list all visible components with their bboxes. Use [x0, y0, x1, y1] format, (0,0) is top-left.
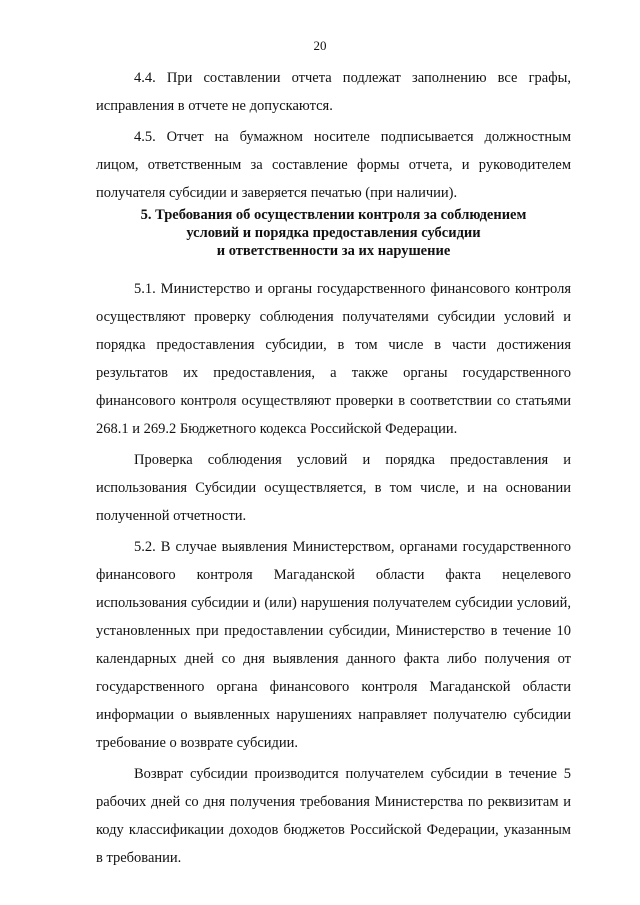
page-number: 20 [313, 38, 327, 53]
section-heading [96, 206, 571, 260]
section-5-heading [96, 206, 571, 260]
paragraph-4-5: 4.5. Отчет на бумажном носителе подписывается должностным лицом, ответственным за составление формы отчета, и руководителем получателя субсидии и заверяется печатью (при наличии). [96, 129, 571, 201]
intro-paragraphs [96, 64, 571, 207]
paragraph-4-4: 4.4. При составлении отчета подлежат заполнению все графы, исправления в отчете не допускаются. [96, 70, 571, 114]
section-5-body [96, 275, 571, 872]
section-heading-line-1: 5. Требования об осуществлении контроля за соблюдением [140, 207, 527, 223]
section-heading-line-2: условий и порядка предоставления субсидии [186, 225, 481, 241]
paragraph-5-1: 5.1. Министерство и органы государственного финансового контроля осуществляют проверку соблюдения получателями субсидии условий и порядка предоставления субсидии, в том числе в части достижения результатов их предоставления, а также органы государственного финансового контроля осуществляют проверки в соответствии со статьями 268.1 и 269.2 Бюджетного кодекса Российской Федерации. [96, 281, 571, 437]
paragraph-5-2: 5.2. В случае выявления Министерством, органами государственного финансового контроля Магаданской области факта нецелевого использования субсидии и (или) нарушения получателем субсидии условий, установленных при предоставлении субсидии, Министерство в течение 10 календарных дней со дня выявления данного факта либо получения от государственного органа финансового контроля Магаданской области информации о выявленных нарушениях направляет получателю субсидии требование о возврате субсидии. [96, 539, 571, 751]
paragraph-verification: Проверка соблюдения условий и порядка предоставления и использования Субсидии осуществляется, в том числе, и на основании полученной отчетности. [96, 452, 571, 524]
section-heading-line-3: и ответственности за их нарушение [216, 243, 451, 259]
paragraph-refund: Возврат субсидии производится получателем субсидии в течение 5 рабочих дней со дня получения требования Министерства по реквизитам и коду классификации доходов бюджетов Российской Федерации, указанным в требовании. [96, 766, 571, 866]
